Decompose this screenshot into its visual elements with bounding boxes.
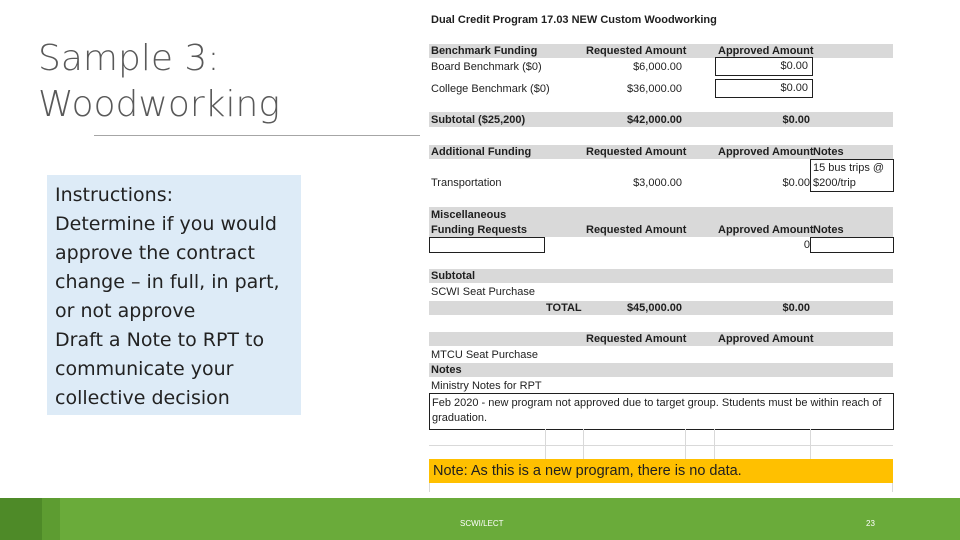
col-requested: Requested Amount xyxy=(586,45,687,57)
transportation-approved: $0.00 xyxy=(782,177,810,189)
instructions-line: Draft a Note to RPT to xyxy=(55,329,265,351)
col-approved: Approved Amount xyxy=(718,45,814,57)
approved-input-cell xyxy=(715,57,813,76)
col-requested: Requested Amount xyxy=(586,146,687,158)
misc-notes-cell xyxy=(810,237,894,253)
col-requested: Requested Amount xyxy=(586,333,687,345)
note-banner-text: Note: As this is a new program, there is no data. xyxy=(433,463,742,479)
mtcu-seat-purchase-label: MTCU Seat Purchase xyxy=(431,349,538,361)
instructions-line: approve the contract xyxy=(55,242,255,264)
board-benchmark-requested: $6,000.00 xyxy=(633,61,682,73)
grid-line xyxy=(429,445,893,446)
college-benchmark-requested: $36,000.00 xyxy=(626,83,682,95)
transportation-label: Transportation xyxy=(431,177,502,189)
slide-title-line2: Woodworking xyxy=(38,84,280,125)
transportation-requested: $3,000.00 xyxy=(633,177,682,189)
board-benchmark-approved: $0.00 xyxy=(780,60,808,72)
grid-line xyxy=(583,429,584,459)
transportation-notes-cell xyxy=(810,159,894,192)
subtotal-label: Subtotal ($25,200) xyxy=(431,114,526,126)
col-requested: Requested Amount xyxy=(586,224,687,236)
instructions-line: Instructions: xyxy=(55,184,173,206)
grid-line xyxy=(545,429,546,459)
grid-line xyxy=(429,483,430,492)
subtotal-approved: $0.00 xyxy=(782,114,810,126)
ministry-notes-label: Ministry Notes for RPT xyxy=(431,380,542,392)
slide-title xyxy=(38,36,338,128)
header-band xyxy=(429,269,893,283)
grid-line xyxy=(892,483,893,492)
footer-accent xyxy=(42,498,60,540)
instructions-box xyxy=(47,175,301,415)
total-label: TOTAL xyxy=(546,302,582,314)
subtotal2-label: Subtotal xyxy=(431,270,475,282)
grid-line xyxy=(685,429,686,459)
transportation-note-line1: 15 bus trips @ xyxy=(813,162,885,174)
col-notes: Notes xyxy=(813,146,844,158)
col-approved: Approved Amount xyxy=(718,224,814,236)
subtotal-requested: $42,000.00 xyxy=(626,114,682,126)
scwi-seat-purchase-label: SCWI Seat Purchase xyxy=(431,286,535,298)
instructions-line: communicate your xyxy=(55,358,234,380)
ministry-note-line1: Feb 2020 - new program not approved due to target group. Students must be within reach of xyxy=(432,397,882,409)
sheet-title: Dual Credit Program 17.03 NEW Custom Woodworking xyxy=(431,14,717,26)
instructions-line: or not approve xyxy=(55,300,196,322)
page-number: 23 xyxy=(866,519,875,528)
college-benchmark-label: College Benchmark ($0) xyxy=(431,83,550,95)
ministry-note-line2: graduation. xyxy=(432,412,488,424)
spreadsheet-image xyxy=(420,8,895,492)
misc-header-line1: Miscellaneous xyxy=(431,209,507,221)
college-benchmark-approved: $0.00 xyxy=(780,82,808,94)
footer-center-text: SCWI/LECT xyxy=(460,519,504,528)
misc-approved: 0 xyxy=(803,239,810,251)
total-requested: $45,000.00 xyxy=(626,302,682,314)
footer-bar xyxy=(0,498,960,540)
additional-header: Additional Funding xyxy=(431,146,532,158)
instructions-line: collective decision xyxy=(55,387,230,409)
ministry-notes-cell xyxy=(429,393,894,430)
grid-line xyxy=(714,429,715,459)
misc-header-line2: Funding Requests xyxy=(431,224,527,236)
col-approved: Approved Amount xyxy=(718,146,814,158)
total-approved: $0.00 xyxy=(782,302,810,314)
instructions-line: Determine if you would xyxy=(55,213,277,235)
notes-header: Notes xyxy=(431,364,462,376)
col-approved: Approved Amount xyxy=(718,333,814,345)
benchmark-header: Benchmark Funding xyxy=(431,45,538,57)
note-banner xyxy=(429,459,893,483)
col-notes: Notes xyxy=(813,224,844,236)
board-benchmark-label: Board Benchmark ($0) xyxy=(431,61,542,73)
instructions-line: change – in full, in part, xyxy=(55,271,280,293)
header-band xyxy=(429,363,893,377)
footer-accent xyxy=(0,498,42,540)
transportation-note-line2: $200/trip xyxy=(813,177,856,189)
grid-line xyxy=(810,429,811,459)
misc-label-cell xyxy=(429,237,545,253)
title-divider xyxy=(94,135,420,136)
slide-title-line1: Sample 3: xyxy=(38,38,220,79)
approved-input-cell xyxy=(715,79,813,98)
